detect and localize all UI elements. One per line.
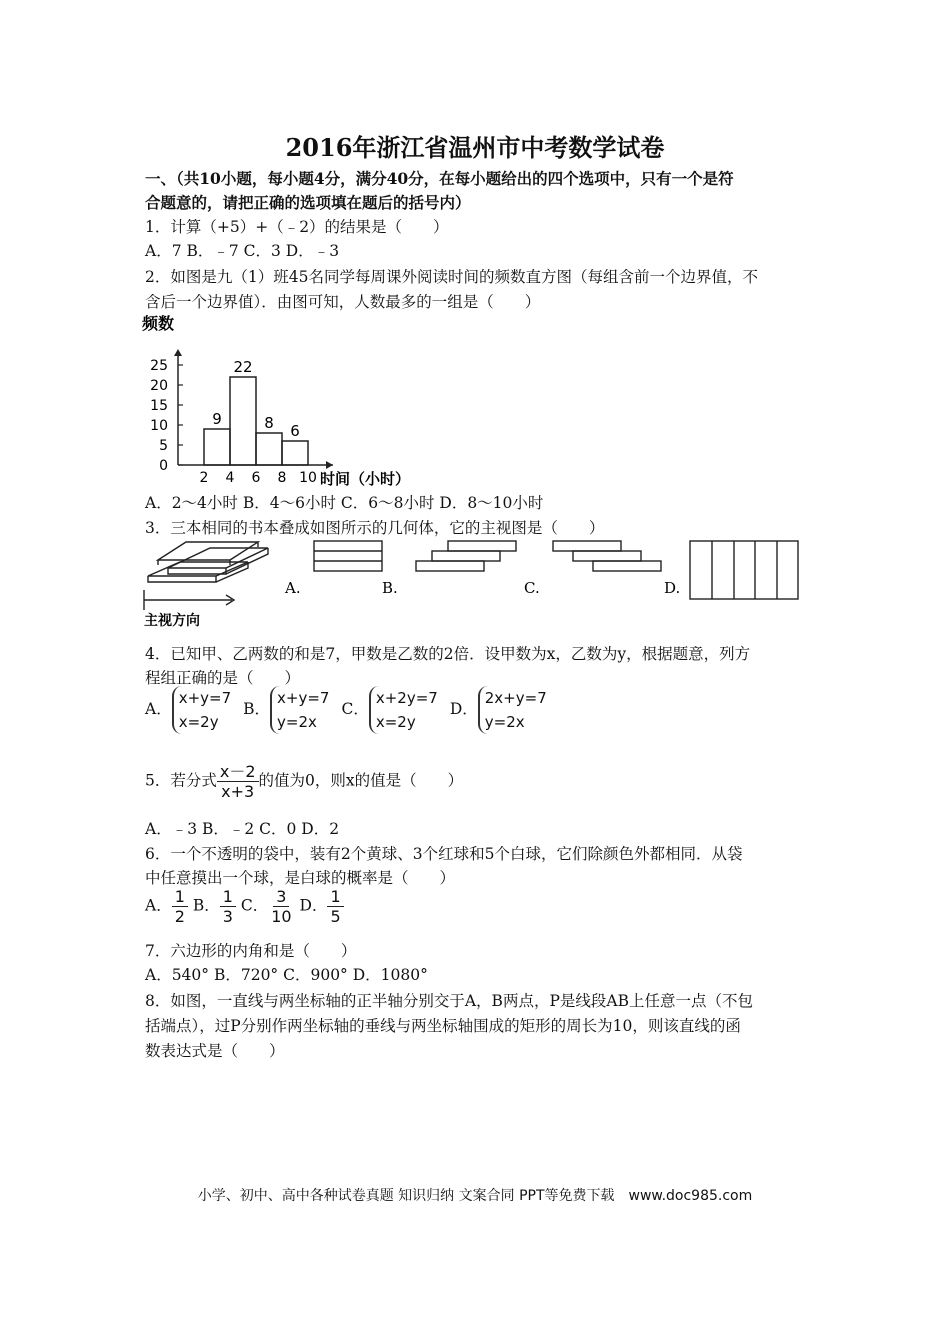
q5-fraction: $\frac{x-2}{x+3}$ [217, 762, 259, 801]
section-instruction-line1: 一、（共10小题，每小题4分，满分40分，在每小题给出的四个选项中，只有一个是符 [145, 169, 734, 188]
histogram-bar [230, 377, 256, 465]
q4-option-d-system: 2x+y=7 y=2x [478, 686, 547, 734]
q1-options: A．7 B．﹣7 C．3 D．﹣3 [145, 242, 340, 260]
option-d-figure [690, 541, 798, 599]
chart-x-ticks [200, 470, 317, 486]
x-axis-arrow [326, 461, 333, 469]
x-tick-label: 10 [299, 470, 317, 486]
bar-value-label: 6 [290, 422, 300, 440]
y-tick-label: 15 [150, 398, 168, 414]
q1-stem: 1．计算（+5）+（﹣2）的结果是（ ） [145, 218, 449, 236]
option-a-label: A. [285, 579, 301, 597]
stacked-books-3d-figure [144, 542, 268, 610]
histogram-bar [204, 429, 230, 465]
q8-stem-line3: 数表达式是（ ） [145, 1042, 285, 1060]
q6-option-d-fraction: $\frac{1}{5}$ [327, 887, 343, 926]
q5-suffix: 的值为0，则x的值是（ ） [258, 771, 464, 790]
q6-option-a-fraction: $\frac{1}{2}$ [172, 887, 188, 926]
q2-stem-line2: 含后一个边界值）．由图可知，人数最多的一组是（ ） [145, 293, 541, 311]
q4-stem-line2: 程组正确的是（ ） [145, 669, 301, 687]
x-tick-label: 2 [199, 470, 209, 486]
chart-axes [174, 349, 333, 469]
y-tick-label: 10 [150, 418, 168, 434]
q4-option-b-label: B． [243, 700, 271, 718]
q5-prefix: 5．若分式 [145, 771, 217, 790]
q4-option-a-label: A． [145, 700, 172, 718]
q2-options: A．2～4小时 B．4～6小时 C．6～8小时 D．8～10小时 [145, 494, 544, 512]
q8-stem-line2: 括端点），过P分别作两坐标轴的垂线与两坐标轴围成的矩形的周长为10，则该直线的函 [145, 1017, 741, 1035]
q8-stem-line1: 8．如图，一直线与两坐标轴的正半轴分别交于A，B两点，P是线段AB上任意一点（不包 [145, 992, 753, 1010]
chart-x-axis-label: 时间（小时） [320, 470, 411, 488]
q5-stem [145, 762, 463, 801]
x-tick-label: 6 [251, 470, 261, 486]
q4-option-a-system: x+y=7 x=2y [172, 686, 231, 734]
option-d-label: D. [664, 579, 681, 597]
q2-stem-line1: 2．如图是九（1）班45名同学每周课外阅读时间的频数直方图（每组含前一个边界值，不 [145, 268, 758, 286]
q6-option-c-label: C． [240, 896, 269, 915]
bar-value-label: 8 [264, 414, 274, 432]
q4-option-c-system: x+2y=7 x=2y [369, 686, 438, 734]
bar-value-label: 22 [233, 358, 253, 376]
q3-stem: 3．三本相同的书本叠成如图所示的几何体，它的主视图是（ ） [145, 519, 605, 537]
q6-option-b-label: B． [192, 896, 220, 915]
q6-stem-line1: 6．一个不透明的袋中，装有2个黄球、3个红球和5个白球，它们除颜色外都相同．从袋 [145, 845, 743, 863]
option-c-label: C. [524, 579, 540, 597]
x-tick-label: 8 [277, 470, 287, 486]
section-instruction-line2: 合题意的，请把正确的选项填在题后的括号内） [145, 193, 471, 212]
y-tick-label: 20 [150, 378, 168, 394]
q6-option-b-fraction: $\frac{1}{3}$ [220, 887, 236, 926]
q7-stem: 7．六边形的内角和是（ ） [145, 942, 357, 960]
q4-option-c-label: C． [341, 700, 369, 718]
page-title: 2016年浙江省温州市中考数学试卷 [285, 133, 665, 162]
y-axis-arrow [174, 349, 182, 356]
x-tick-label: 4 [225, 470, 235, 486]
q5-options: A．﹣3 B．﹣2 C．0 D．2 [145, 820, 340, 838]
y-tick-label: 0 [159, 458, 168, 474]
q6-option-a-label: A． [145, 896, 172, 915]
q3-figures [140, 538, 820, 630]
option-b-label: B. [382, 579, 398, 597]
q4-stem-line1: 4．已知甲、乙两数的和是7，甲数是乙数的2倍．设甲数为x，乙数为y，根据题意，列方 [145, 645, 751, 663]
option-c-figure [553, 541, 661, 571]
bar-value-label: 9 [212, 410, 222, 428]
q6-stem-line2: 中任意摸出一个球，是白球的概率是（ ） [145, 869, 456, 887]
option-a-figure [314, 541, 382, 571]
chart-y-axis-label: 频数 [142, 314, 175, 333]
histogram-chart [140, 312, 440, 492]
y-tick-label: 5 [159, 438, 168, 454]
q4-option-d-label: D． [449, 700, 478, 718]
q4-option-b-system: x+y=7 y=2x [270, 686, 329, 734]
q6-option-c-fraction: $\frac{3}{10}$ [271, 887, 292, 926]
histogram-bar [256, 433, 282, 465]
view-direction-label: 主视方向 [144, 613, 200, 629]
q6-options [145, 887, 344, 926]
q6-option-d-label: D． [299, 896, 328, 915]
q4-options [145, 686, 547, 734]
histogram-bar [282, 441, 308, 465]
y-tick-label: 25 [150, 358, 168, 374]
option-b-figure [416, 541, 516, 571]
q7-options: A．540° B．720° C．900° D．1080° [145, 966, 428, 984]
page-footer: 小学、初中、高中各种试卷真题 知识归纳 文案合同 PPT等免费下载 www.doc985.com [197, 1188, 753, 1204]
